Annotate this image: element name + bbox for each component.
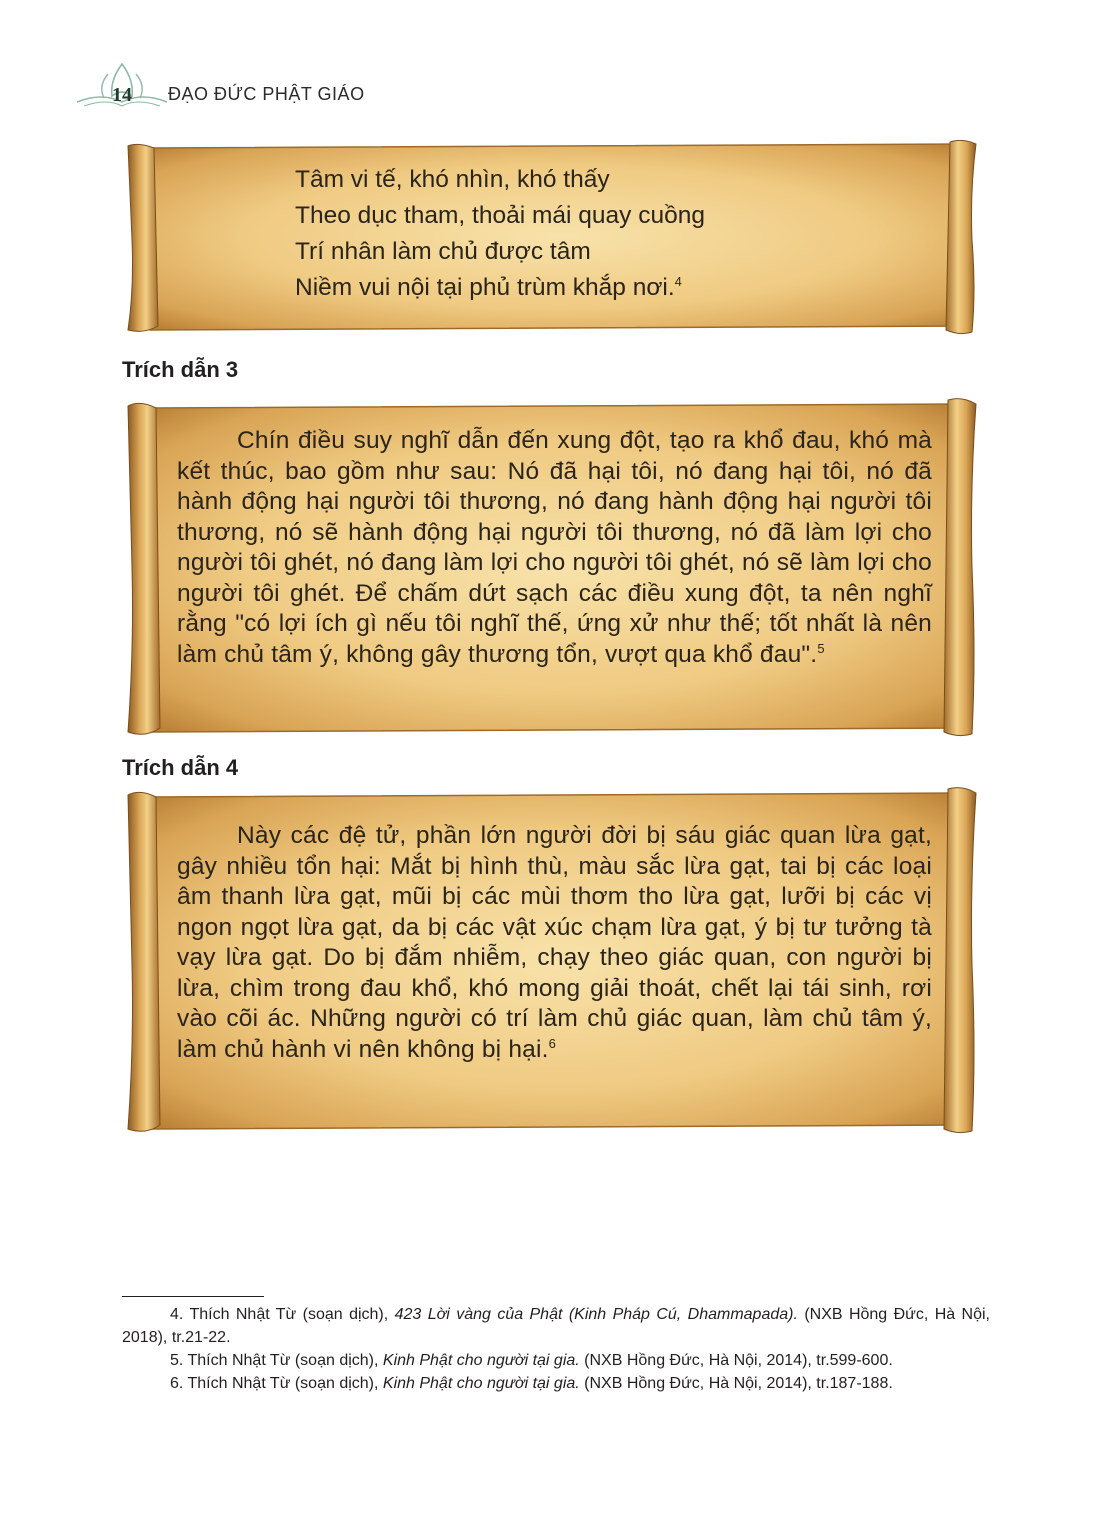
footnote-item: 6. Thích Nhật Từ (soạn dịch), Kinh Phật cho người tại gia. (NXB Hồng Đức, Hà Nội, 2014), tr.187-188. <box>170 1375 893 1392</box>
quote-4-text <box>177 821 932 1065</box>
running-header <box>72 62 472 122</box>
footnote-ref[interactable]: 6 <box>548 1035 557 1051</box>
poem-line: Theo dục tham, thoải mái quay cuồng <box>295 202 705 229</box>
poem-line: Trí nhân làm chủ được tâm <box>295 238 591 265</box>
footnote-item: 5. Thích Nhật Từ (soạn dịch), Kinh Phật cho người tại gia. (NXB Hồng Đức, Hà Nội, 2014), tr.599-600. <box>170 1352 893 1369</box>
scroll-quote-4 <box>120 785 980 1135</box>
footnote-divider <box>122 1296 264 1297</box>
quote-paragraph: Này các đệ tử, phần lớn người đời bị sáu giác quan lừa gạt, gây nhiều tổn hại: Mắt bị hình thù, màu sắc lừa gạt, tai bị các loại âm thanh lừa gạt, mũi bị các mùi thơm tho lừa gạt, lưỡi bị các vị ngon ngọt lừa gạt, da bị các vật xúc chạm lừa gạt, ý bị tư tưởng tà vạy lừa gạt. Do bị đắm nhiễm, chạy theo giác quan, con người bị lừa, chìm trong đau khổ, khó mong giải thoát, chết lại tái sinh, rơi vào cõi ác. Những người có trí làm chủ giác quan, làm chủ tâm ý, làm chủ hành vi nên không bị hại.$^6$ <box>177 822 932 1063</box>
heading-quote-4: Trích dẫn 4 <box>122 755 239 780</box>
footnotes <box>122 1303 990 1395</box>
footnote-item: 4. Thích Nhật Từ (soạn dịch), 423 Lời vàng của Phật (Kinh Pháp Cú, Dhammapada). (NXB Hồng Đức, Hà Nội, 2018), tr.21-22. <box>122 1306 991 1346</box>
poem-text <box>295 162 705 306</box>
poem-line: Niềm vui nội tại phủ trùm khắp nơi.$^4$ <box>295 273 682 301</box>
quote-paragraph: Chín điều suy nghĩ dẫn đến xung đột, tạo ra khổ đau, khó mà kết thúc, bao gồm như sau: Nó đã hại tôi, nó đang hại tôi, nó đã hành động hại người tôi thương, nó đang hành động hại người tôi thương, nó sẽ hành động hại người tôi thương, nó đã làm lợi cho người tôi ghét, nó đang làm lợi cho người tôi ghét, nó sẽ làm lợi cho người tôi ghét. Để chấm dứt sạch các điều xung đột, ta nên nghĩ rằng "có lợi ích gì nếu tôi nghĩ thế, ứng xử như thế; tốt nhất là nên làm chủ tâm ý, không gây thương tổn, vượt qua khổ đau".$^5$ <box>177 427 932 668</box>
footnote-ref[interactable]: 5 <box>817 640 825 656</box>
footnote-ref[interactable]: 4 <box>674 273 682 289</box>
poem-line: Tâm vi tế, khó nhìn, khó thấy <box>295 166 610 193</box>
page-number: 14 <box>112 84 132 106</box>
quote-3-text <box>177 426 932 670</box>
scroll-quote-3 <box>120 398 980 738</box>
book-title: ĐẠO ĐỨC PHẬT GIÁO <box>168 84 365 104</box>
scroll-quote-2 <box>120 140 980 335</box>
heading-quote-3: Trích dẫn 3 <box>122 357 239 382</box>
